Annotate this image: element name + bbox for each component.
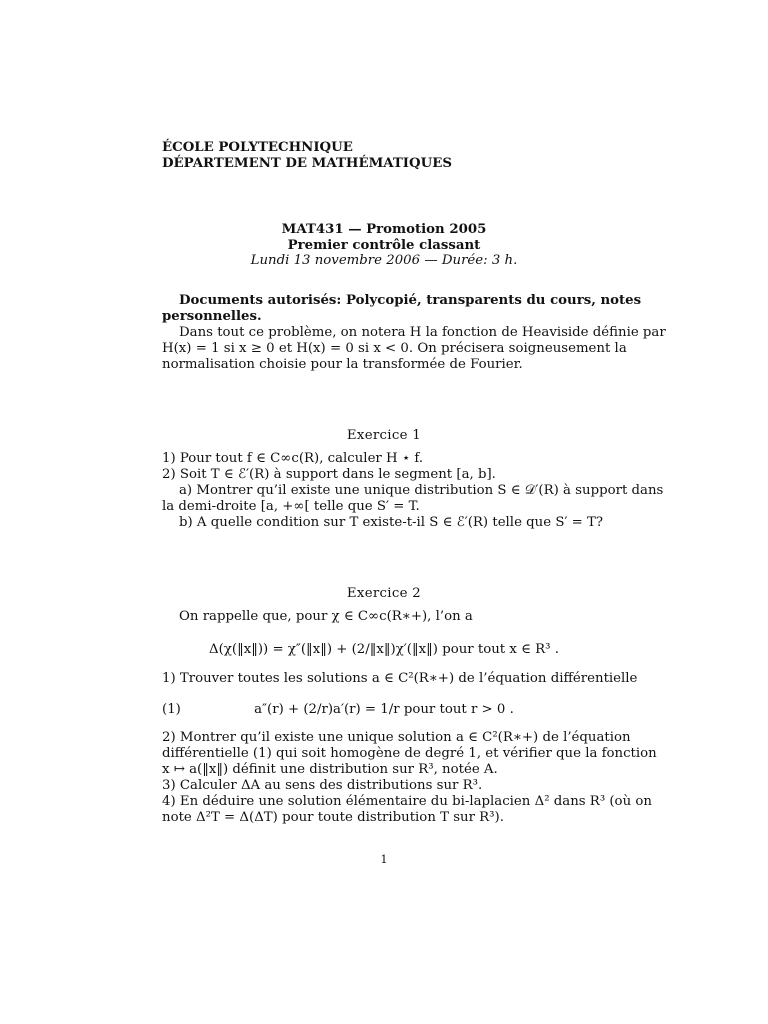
intro-line1: Dans tout ce problème, on notera H la fonction de Heaviside définie par xyxy=(179,325,666,340)
laplacian-equation: Δ(χ(‖x‖)) = χ″(‖x‖) + (2/‖x‖)χ′(‖x‖) pour tout x ∈ R³ . xyxy=(209,642,559,657)
page-number: 1 xyxy=(380,853,388,866)
exercise1-body xyxy=(162,451,664,531)
equation-number: (1) xyxy=(162,702,181,717)
school-name: ÉCOLE POLYTECHNIQUE xyxy=(162,140,353,155)
intro-line3: normalisation choisie pour la transformée de Fourier. xyxy=(162,357,523,372)
exercise2-title: Exercice 2 xyxy=(346,586,422,601)
ode-equation: a″(r) + (2/r)a′(r) = 1/r pour tout r > 0 . xyxy=(254,702,514,717)
intro-section xyxy=(162,293,666,373)
exercise2-q2-line1: 2) Montrer qu’il existe une unique solution a ∈ C²(R∗+) de l’équation xyxy=(162,730,631,745)
course-title: MAT431 — Promotion 2005 xyxy=(281,222,487,237)
documents-allowed-line1: Documents autorisés: Polycopié, transparents du cours, notes xyxy=(179,293,642,308)
exercise2-q2-line3: x ↦ a(‖x‖) définit une distribution sur R³, notée A. xyxy=(162,762,498,777)
department-name: DÉPARTEMENT DE MATHÉMATIQUES xyxy=(162,156,452,171)
documents-allowed-line2: personnelles. xyxy=(162,309,262,324)
course-subtitle: Premier contrôle classant xyxy=(287,238,481,253)
exercise1-q2: 2) Soit T ∈ ℰ′(R) à support dans le segment [a, b]. xyxy=(162,467,496,482)
intro-line2: H(x) = 1 si x ≥ 0 et H(x) = 0 si x < 0. On précisera soigneusement la xyxy=(162,341,627,356)
exercise2-q4-line1: 4) En déduire une solution élémentaire du bi-laplacien Δ² dans R³ (où on xyxy=(162,794,652,809)
exercise1-q2a-line2: la demi-droite [a, +∞[ telle que S′ = T. xyxy=(162,499,420,514)
exercise1-q2a-line1: a) Montrer qu’il existe une unique distribution S ∈ 𝒟′(R) à support dans xyxy=(179,483,664,498)
exercise1-title: Exercice 1 xyxy=(346,428,422,443)
exercise2-q4-line2: note Δ²T = Δ(ΔT) pour toute distribution T sur R³). xyxy=(162,810,504,825)
exercise1-q2b: b) A quelle condition sur T existe-t-il S ∈ ℰ′(R) telle que S′ = T? xyxy=(179,515,604,530)
exercise2-q1: 1) Trouver toutes les solutions a ∈ C²(R∗+) de l’équation différentielle xyxy=(162,671,638,686)
exercise2-q3: 3) Calculer ΔA au sens des distributions sur R³. xyxy=(162,778,483,793)
exercise2-recall: On rappelle que, pour χ ∈ C∞c(R∗+), l’on a xyxy=(179,609,473,624)
exercise1-q1: 1) Pour tout f ∈ C∞c(R), calculer H ⋆ f. xyxy=(162,451,424,466)
exam-date: Lundi 13 novembre 2006 — Durée: 3 h. xyxy=(250,253,518,268)
exercise2-q2-line2: différentielle (1) qui soit homogène de degré 1, et vérifier que la fonction xyxy=(162,746,657,761)
exercise2-body xyxy=(162,730,657,826)
